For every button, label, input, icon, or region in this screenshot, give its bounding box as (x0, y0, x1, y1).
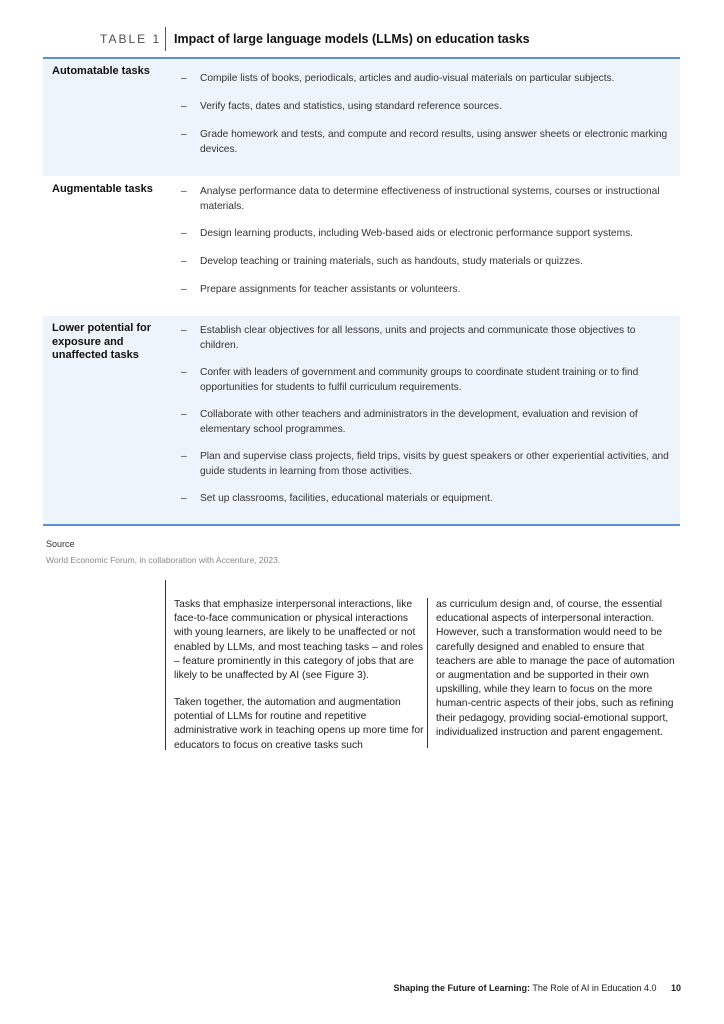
source-text: World Economic Forum, in collaboration with Accenture, 2023. (46, 555, 281, 565)
dash-bullet: – (181, 325, 187, 336)
source-label: Source (46, 539, 75, 549)
table-number: TABLE 1 (100, 32, 162, 46)
dash-bullet: – (181, 228, 187, 239)
header-divider (165, 27, 166, 51)
task-item: – Collaborate with other teachers and administrators in the development, evaluation and revision of elementary school programmes. (181, 409, 638, 435)
task-item: – Grade homework and tests, and compute and record results, using answer sheets or electronic marking devices. (181, 129, 668, 155)
table-title: Impact of large language models (LLMs) on education tasks (174, 32, 530, 46)
task-item: – Verify facts, dates and statistics, using standard reference sources. (181, 100, 671, 115)
footer-title-rest: The Role of AI in Education 4.0 (532, 983, 657, 993)
task-item: – Establish clear objectives for all lessons, units and projects and communicate those objectives to children. (181, 325, 636, 351)
row-label: Automatable tasks (52, 65, 150, 77)
task-item: – Design learning products, including Web-based aids or electronic performance support systems. (181, 227, 671, 242)
table-row-lower-potential (43, 316, 680, 524)
row-label: Lower potential for exposure and unaffected tasks (52, 322, 151, 361)
dash-bullet: – (181, 101, 187, 112)
task-item: – Analyse performance data to determine effectiveness of instructional systems, courses or instructional materials. (181, 186, 660, 212)
table-row-automatable (43, 59, 680, 176)
table-row-augmentable (43, 176, 680, 316)
task-item: – Develop teaching or training materials, such as handouts, study materials or quizzes. (181, 255, 671, 270)
dash-bullet: – (181, 129, 187, 140)
page-number: 10 (670, 983, 681, 993)
page-footer (394, 983, 681, 993)
dash-bullet: – (181, 73, 187, 84)
footer-title-bold: Shaping the Future of Learning: (393, 983, 531, 993)
dash-bullet: – (181, 451, 187, 462)
dash-bullet: – (181, 367, 187, 378)
table-header (43, 27, 680, 57)
row-label: Augmentable tasks (52, 183, 153, 195)
task-item: – Confer with leaders of government and community groups to coordinate student training or to find opportunities for students to fulfil curriculum requirements. (181, 367, 639, 393)
body-paragraph: as curriculum design and, of course, the essential educational aspects of interpersonal interaction. However, such a transformation would need to be carefully designed and enabled to ensure that teachers are able to manage the pace of automation or augmentation and be supported in their own upskilling, while they learn to focus on the more human-centric aspects of their jobs, such as refining their pedagogy, providing social-emotional support, individualized instruction and parent engagement. (436, 599, 675, 738)
dash-bullet: – (181, 409, 187, 420)
column-rule-right (427, 598, 428, 748)
task-item: – Plan and supervise class projects, field trips, visits by guest speakers or other experiential activities, and guide students in learning from those activities. (181, 451, 669, 477)
dash-bullet: – (181, 493, 187, 504)
body-paragraph: Taken together, the automation and augmentation potential of LLMs for routine and repetitive administrative work in teaching opens up more time for educators to focus on creative tasks such (174, 697, 424, 751)
task-item: – Prepare assignments for teacher assistants or volunteers. (181, 283, 671, 298)
dash-bullet: – (181, 186, 187, 197)
dash-bullet: – (181, 284, 187, 295)
column-rule-left (165, 580, 166, 750)
task-item: – Compile lists of books, periodicals, articles and audio-visual materials on particular subjects. (181, 72, 671, 87)
body-paragraph: Tasks that emphasize interpersonal interactions, like face-to-face communication or physical interactions with young learners, are likely to be unaffected or not enabled by LLMs, and most teaching tasks – and roles – feature prominently in this category of jobs that are likely to be unaffected by AI (see Figure 3). (174, 599, 423, 682)
dash-bullet: – (181, 256, 187, 267)
task-item: – Set up classrooms, facilities, educational materials or equipment. (181, 492, 671, 507)
table-bottom-rule (43, 524, 680, 526)
